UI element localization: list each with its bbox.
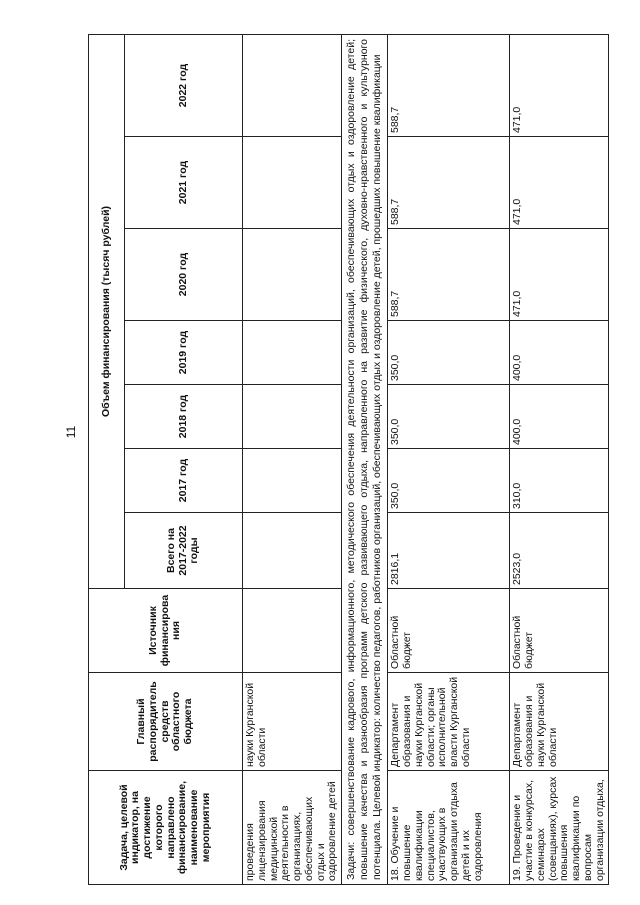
row-task: 19. Проведение и участие в конкурсах, семинарах (совещаниях), курсах повышения квалификации по вопросам организации отдыха, bbox=[510, 771, 609, 885]
task-section-row bbox=[342, 35, 388, 885]
header-task: Задача, целевой индикатор, на достижение которого направлено финансирование, наименование мероприятия bbox=[89, 771, 243, 885]
row-source: Областной бюджет bbox=[510, 589, 609, 673]
row-distributor: Департамент образования и науки Курганской области; органы исполнительной власти Курганской области bbox=[388, 673, 510, 771]
financing-table bbox=[88, 34, 609, 885]
header-year-2017: 2017 год bbox=[125, 449, 243, 513]
row-value-2019 bbox=[243, 321, 342, 385]
row-value-2022: 471,0 bbox=[510, 35, 609, 137]
table-row bbox=[510, 35, 609, 885]
row-value-2021: 588,7 bbox=[388, 137, 510, 229]
row-total bbox=[243, 513, 342, 589]
row-task: проведения лицензирования медицинской деятельности в организациях, обеспечивающих отдых и оздоровление детей bbox=[243, 771, 342, 885]
row-value-2018: 400,0 bbox=[510, 385, 609, 449]
table-row bbox=[243, 35, 342, 885]
row-value-2021 bbox=[243, 137, 342, 229]
row-distributor: науки Курганской области bbox=[243, 673, 342, 771]
row-value-2020: 588,7 bbox=[388, 229, 510, 321]
header-year-2019: 2019 год bbox=[125, 321, 243, 385]
rotated-table-container bbox=[88, 35, 606, 885]
document-sheet bbox=[88, 35, 606, 885]
row-total: 2523,0 bbox=[510, 513, 609, 589]
row-value-2022 bbox=[243, 35, 342, 137]
header-funding-group: Объем финансирования (тысяч рублей) bbox=[89, 35, 125, 589]
header-row-top bbox=[89, 35, 125, 885]
row-value-2022: 588,7 bbox=[388, 35, 510, 137]
task-section-text: Задачи: совершенствование кадрового, информационного, методического обеспечения деятельности организаций, обеспечивающих отдых и оздоровление детей; повышение качества и разнообразия программ детского развивающего отдыха, направленного на развитие физического, духовно-нравственного и культурного потенциала. Целевой индикатор: количество педагогов, работников организаций, обеспечивающих отдых и оздоровление детей, прошедших повышение квалификации bbox=[342, 35, 388, 885]
header-distributor: Главный распорядитель средств областного бюджета bbox=[89, 673, 243, 771]
row-value-2021: 471,0 bbox=[510, 137, 609, 229]
header-year-2018: 2018 год bbox=[125, 385, 243, 449]
row-value-2017: 310,0 bbox=[510, 449, 609, 513]
row-value-2017 bbox=[243, 449, 342, 513]
row-value-2018: 350,0 bbox=[388, 385, 510, 449]
row-value-2020: 471,0 bbox=[510, 229, 609, 321]
row-value-2019: 350,0 bbox=[388, 321, 510, 385]
row-distributor: Департамент образования и науки Курганской области bbox=[510, 673, 609, 771]
page-number: 11 bbox=[64, 425, 78, 439]
header-year-2020: 2020 год bbox=[125, 229, 243, 321]
header-source: Источник финансирования bbox=[89, 589, 243, 673]
row-source bbox=[243, 589, 342, 673]
row-task: 18. Обучение и повышение квалификации специалистов, участвующих в организации отдыха детей и их оздоровления bbox=[388, 771, 510, 885]
row-total: 2816,1 bbox=[388, 513, 510, 589]
row-source: Областной бюджет bbox=[388, 589, 510, 673]
header-year-2021: 2021 год bbox=[125, 137, 243, 229]
header-year-2022: 2022 год bbox=[125, 35, 243, 137]
header-total: Всего на 2017-2022 годы bbox=[125, 513, 243, 589]
row-value-2018 bbox=[243, 385, 342, 449]
table-row bbox=[388, 35, 510, 885]
row-value-2017: 350,0 bbox=[388, 449, 510, 513]
row-value-2019: 400,0 bbox=[510, 321, 609, 385]
row-value-2020 bbox=[243, 229, 342, 321]
